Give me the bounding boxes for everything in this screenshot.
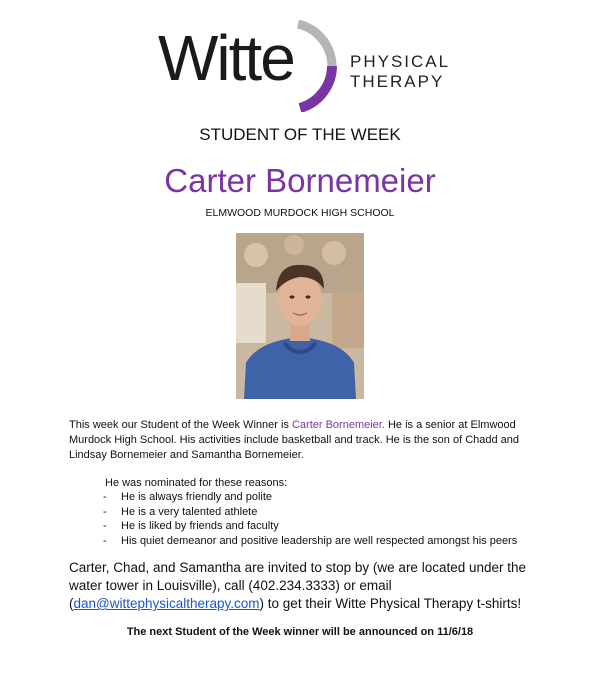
logo-subtitle: PHYSICAL THERAPY xyxy=(350,52,451,91)
list-item: - His quiet demeanor and positive leadership are well respected amongst his peers xyxy=(103,534,518,547)
list-item: - He is a very talented athlete xyxy=(103,505,258,518)
logo-arc-icon xyxy=(288,20,348,112)
school-name: ELMWOOD MURDOCK HIGH SCHOOL xyxy=(205,207,395,219)
reasons-intro: He was nominated for these reasons: xyxy=(105,477,288,489)
intro-paragraph: This week our Student of the Week Winner is Carter Bornemeier. He is a senior at Elmwood Murdock High School. His activities include basketball and track. He is the son of Chadd and Lindsay Bornemeier and Samantha Bornemeier. xyxy=(69,419,520,461)
student-photo xyxy=(236,233,364,399)
page-heading: STUDENT OF THE WEEK xyxy=(199,125,401,144)
logo-wordmark: Witte xyxy=(158,22,294,94)
witte-logo xyxy=(150,18,450,114)
next-announcement: The next Student of the Week winner will be announced on 11/6/18 xyxy=(126,626,474,638)
student-name-inline: Carter Bornemeier. xyxy=(291,419,385,431)
list-item: - He is always friendly and polite xyxy=(103,491,273,503)
reasons-list xyxy=(103,490,517,548)
invite-paragraph: Carter, Chad, and Samantha are invited to stop by (we are located under the water tower in Louisville), call (402.234.3333) or email (dan@wittephysicaltherapy.com) to get their Witte Physical Therapy t-shirts! xyxy=(69,560,527,611)
list-item: - He is liked by friends and faculty xyxy=(103,520,279,533)
student-name: Carter Bornemeier xyxy=(164,162,436,199)
email-link[interactable]: dan@wittephysicaltherapy.com xyxy=(73,596,260,611)
